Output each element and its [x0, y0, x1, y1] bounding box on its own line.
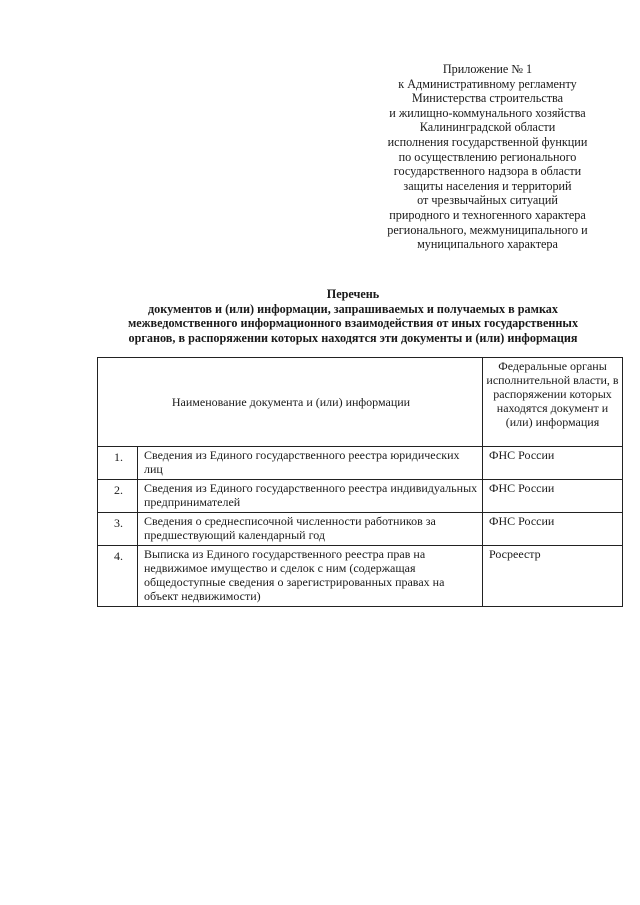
appendix-line: Калининградской области	[419, 120, 556, 135]
document-heading	[96, 287, 610, 345]
row-number: 4.	[98, 546, 138, 607]
appendix-line: регионального, межмуниципального и	[387, 222, 588, 237]
row-document-name: Выписка из Единого государственного реестра прав на недвижимое имущество и сделок с ним (содержащая общедоступные сведения о зарегистрированных правах на объект недвижимости)	[138, 546, 483, 607]
appendix-line: защиты населения и территорий	[403, 178, 572, 193]
heading-line: межведомственного информационного взаимодействия от иных государственных	[127, 316, 579, 331]
appendix-line: от чрезвычайных ситуаций	[417, 193, 558, 208]
header-federal-organ: Федеральные органы исполнительной власти, в распоряжении которых находятся документ и (или) информация	[483, 358, 623, 447]
row-number: 1.	[98, 447, 138, 480]
heading-title: Перечень	[326, 287, 380, 301]
appendix-line: исполнения государственной функции	[387, 134, 588, 149]
row-document-name: Сведения из Единого государственного реестра юридических лиц	[138, 447, 483, 480]
table-row	[98, 513, 623, 546]
appendix-line: муниципального характера	[417, 237, 558, 252]
appendix-line: Министерства строительства	[411, 91, 564, 106]
appendix-line: по осуществлению регионального	[398, 149, 577, 164]
table-row	[98, 447, 623, 480]
row-document-name: Сведения о среднесписочной численности работников за предшествующий календарный год	[138, 513, 483, 546]
table-header-row	[98, 358, 623, 447]
appendix-line: к Административному регламенту	[398, 76, 577, 91]
row-organ: Росреестр	[483, 546, 623, 607]
row-organ: ФНС России	[483, 513, 623, 546]
table-row	[98, 480, 623, 513]
row-organ: ФНС России	[483, 447, 623, 480]
row-number: 3.	[98, 513, 138, 546]
appendix-line: природного и техногенного характера	[389, 207, 586, 222]
appendix-line: Приложение № 1	[442, 62, 533, 76]
row-organ: ФНС России	[483, 480, 623, 513]
row-number: 2.	[98, 480, 138, 513]
appendix-line: государственного надзора в области	[393, 164, 582, 179]
appendix-line: и жилищно-коммунального хозяйства	[389, 105, 586, 120]
row-document-name: Сведения из Единого государственного реестра индивидуальных предпринимателей	[138, 480, 483, 513]
heading-line: документов и (или) информации, запрашиваемых и получаемых в рамках	[148, 301, 558, 316]
documents-table	[97, 357, 623, 607]
appendix-block	[360, 62, 615, 252]
header-document-name: Наименование документа и (или) информации	[98, 358, 483, 447]
table-row	[98, 546, 623, 607]
heading-line: органов, в распоряжении которых находятся эти документы и (или) информация	[128, 330, 578, 345]
